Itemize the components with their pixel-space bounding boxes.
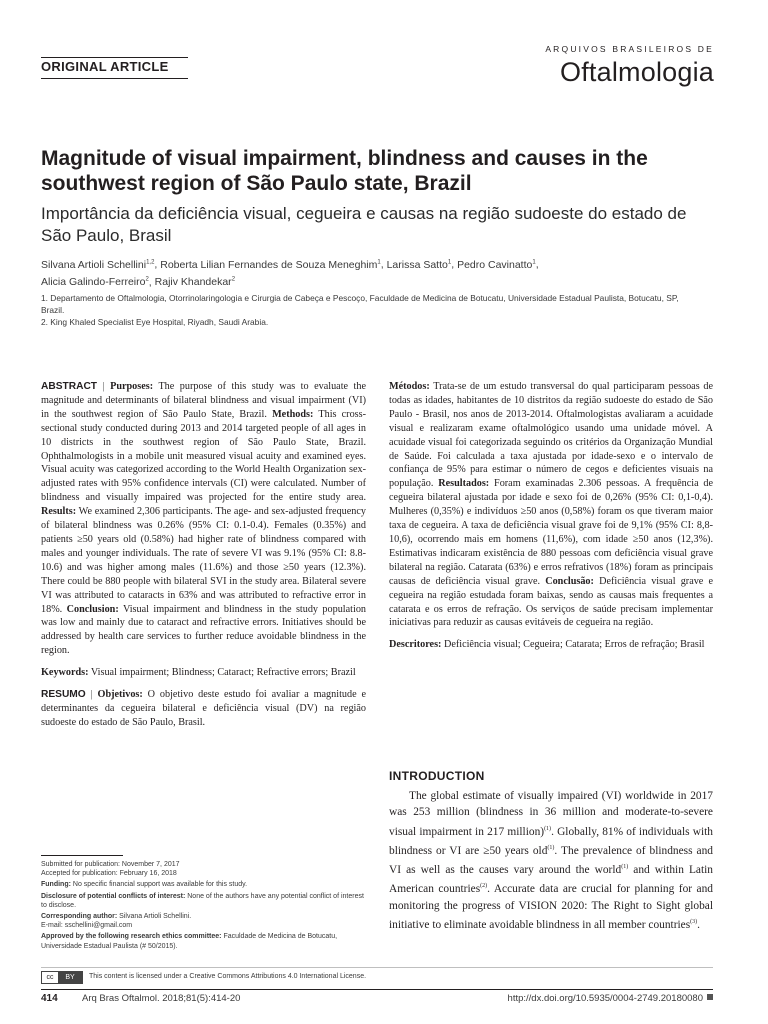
descritores: Descritores: Deficiência visual; Cegueira; Catarata; Erros de refração; Brasil (389, 639, 705, 651)
keywords: Keywords: Visual impairment; Blindness; Cataract; Refractive errors; Brazil (41, 667, 356, 679)
article-title: Magnitude of visual impairment, blindness and causes in the southwest region of São Paulo state, Brazil (41, 147, 648, 195)
abstract-column (41, 380, 366, 730)
author: Alicia Galindo-Ferreiro$^2$ (41, 276, 149, 288)
header-rule-top (41, 57, 188, 58)
doi (508, 993, 713, 1004)
citation: Arq Bras Oftalmol. 2018;81(5):414-20 (82, 993, 241, 1004)
resumo-label: RESUMO (41, 689, 86, 701)
resumo: RESUMO | Objetivos: O objetivo deste estudo foi avaliar a magnitude e determinantes da cegueira bilateral e deficiência visual (DV) na região sudoeste do estado de São Paulo, Brasil. (41, 689, 366, 728)
submitted-date: Submitted for publication: November 7, 2017 (41, 861, 180, 868)
page-number: 414 (41, 993, 58, 1004)
article-subtitle: Importância da deficiência visual, cegueira e causas na região sudoeste do estado de São Paulo, Brasil (41, 204, 687, 245)
author-list: Silvana Artioli Schellini$^{1,2}$, Roberta Lilian Fernandes de Souza Meneghim$^1$, Larissa Satto$^1$, Pedro Cavinatto$^1$, Alicia Galindo-Ferreiro$^2$, Rajiv Khandekar$^2$ (41, 258, 539, 288)
header-rule-bottom (41, 78, 188, 79)
footer-rule (41, 989, 713, 990)
resumo-continued: Métodos: Trata-se de um estudo transversal do qual participaram pessoas de todas as idades, habitantes de 10 distritos da região sudoeste do estado de São Paulo - Brasil, nos anos de 2013-2014. Oftalmologistas avaliaram a acuidade visual e realizaram exame oftalmológico usando uma unidade móvel. A acuidade visual foi categorizada seguindo os critérios da Organização Mundial de Saúde. Foi calculada a taxa ajustada por idade-sexo e o intervalo de confiança de 95% para estimar o número de cegos e deficientes visuais na população. Resultados: Foram examinadas 2.306 pessoas. A frequência de cegueira bilateral ajustada por idade e sexo foi de 0,26% (95% CI: 0,1-0,4). Mulheres (0,35%) e indivíduos ≥50 anos (0,58%) foram os que tiveram maior taxa de cegueira. A taxa de deficiência visual grave foi de 9,1% (95% CI: 8,8-10,6), ocorrendo mais em homens (11,6%), com idade ≥50 anos (12,3%). Estimativas indicaram existência de 880 pessoas com deficiência visual grave bilateral na região. Catarata (63%) e erros refrativos (18%) foram as principais causas de deficiência visual grave. Conclusão: Deficiência visual grave e cegueira na região estudada foram baixas, sendo as causas mais frequentes a catarata e os erros de refração. Os serviços de saúde precisam implementar iniciativas para reduzir as causas evitáveis de cegueira na região. (389, 381, 714, 629)
by-icon: BY (58, 972, 82, 983)
journal-name-small: ARQUIVOS BRASILEIROS DE (545, 44, 714, 54)
introduction-body (389, 788, 713, 933)
author: Larissa Satto$^1$ (386, 258, 452, 271)
section-label: ORIGINAL ARTICLE (41, 59, 169, 74)
author: Silvana Artioli Schellini$^{1,2}$ (41, 258, 155, 271)
introduction-paragraph: The global estimate of visually impaired (VI) worldwide in 2017 was 253 million (blindness in 36 million and moderate-to-severe visual impairment in 217 million)$^{(1)}$. Globally, 81% of individuals with blindness or VI are ≥50 years old$^{(1)}$. The prevalence of blindness and VI as well as the causes vary around the world$^{(1)}$ and within Latin American countries$^{(2)}$. Accurate data are crucial for planning for and monitoring the progress of VISION 2020: The Right to Sight global initiative to eliminate avoidable blindness in all member countries$^{(3)}$. (389, 790, 713, 931)
author-email: E-mail: sschellini@gmail.com (41, 922, 133, 930)
author: Roberta Lilian Fernandes de Souza Meneghim$^1$ (160, 258, 381, 271)
disclosure-note: Disclosure of potential conflicts of interest: None of the authors have any potential conflict of interest to disclose. (41, 892, 364, 909)
accepted-date: Accepted for publication: February 16, 2018 (41, 870, 177, 878)
doi-link[interactable]: http://dx.doi.org/10.5935/0004-2749.20180080 (507, 993, 703, 1004)
license-text: This content is licensed under a Creative Commons Attributions 4.0 International License. (89, 973, 367, 980)
author: Rajiv Khandekar$^2$ (154, 276, 236, 288)
journal-name: Oftalmologia (560, 57, 714, 87)
affiliations (41, 292, 681, 328)
author: Pedro Cavinatto$^1$ (457, 258, 536, 271)
ethics-note: Approved by the following research ethics committee: Faculdade de Medicina de Botucatu, Universidade Estadual Paulista (# 50/2015). (41, 933, 338, 950)
affiliation: 1. Departamento de Oftalmologia, Otorrinolaringologia e Cirurgia de Cabeça e Pescoço, Faculdade de Medicina de Botucatu, Universidade Estadual Paulista, Botucatu, SP, Brazil. (41, 293, 679, 315)
cc-icon: cc (42, 972, 58, 983)
abstract: ABSTRACT | Purposes: The purpose of this study was to evaluate the magnitude and determinants of bilateral blindness and visual impairment (VI) in the southwest region of São Paulo State, Brazil. Methods: This cross-sectional study conducted during 2013 and 2014 targeted people of all ages in 10 districts in the southwest region of São Paulo State, Brazil. Ophthalmologists in a mobile unit measured visual acuity and examined eyes. Visual acuity was categorized according to the World Health Organization sex-adjusted rates with 95% confidence intervals (CI) were calculated. Number of blindness and visually impaired was projected for the entire study area. Results: We examined 2,306 participants. The age- and sex-adjusted frequency of bilateral blindness was 0.26% (95% CI: 0.1-0.4). Females (0.35%) and patients ≥50 years old (0.58%) had higher rate of blindness compared with males and younger individuals. The rate of severe VI was 9.1% (95% CI: 8.8-10.6) and was higher among males (11.6%) and those ≥50 years (12.3%). There could be 880 people with bilateral SVI in the study area. Bilateral severe VI was attributed to cataracts in 63% and was attributed to refractive error in 18%. Conclusion: Visual impairment and blindness in the study population was low and mainly due to cataract and refractive errors. Initiatives should be addressed by health care services to further reduce avoidable blindness in the region. (41, 381, 367, 657)
license-rule (41, 967, 713, 968)
affiliation: 2. King Khaled Specialist Eye Hospital, Riyadh, Saudi Arabia. (41, 317, 269, 327)
footnotes (41, 860, 371, 951)
square-icon (707, 994, 713, 1000)
introduction-heading: INTRODUCTION (389, 769, 485, 783)
footnote-rule (41, 855, 123, 856)
cc-by-badge (41, 971, 83, 984)
resumo-column (389, 380, 713, 652)
corresponding-author: Corresponding author: Silvana Artioli Schellini. (41, 913, 192, 921)
funding-note: Funding: No specific financial support was available for this study. (41, 881, 248, 889)
abstract-label: ABSTRACT (41, 381, 98, 392)
